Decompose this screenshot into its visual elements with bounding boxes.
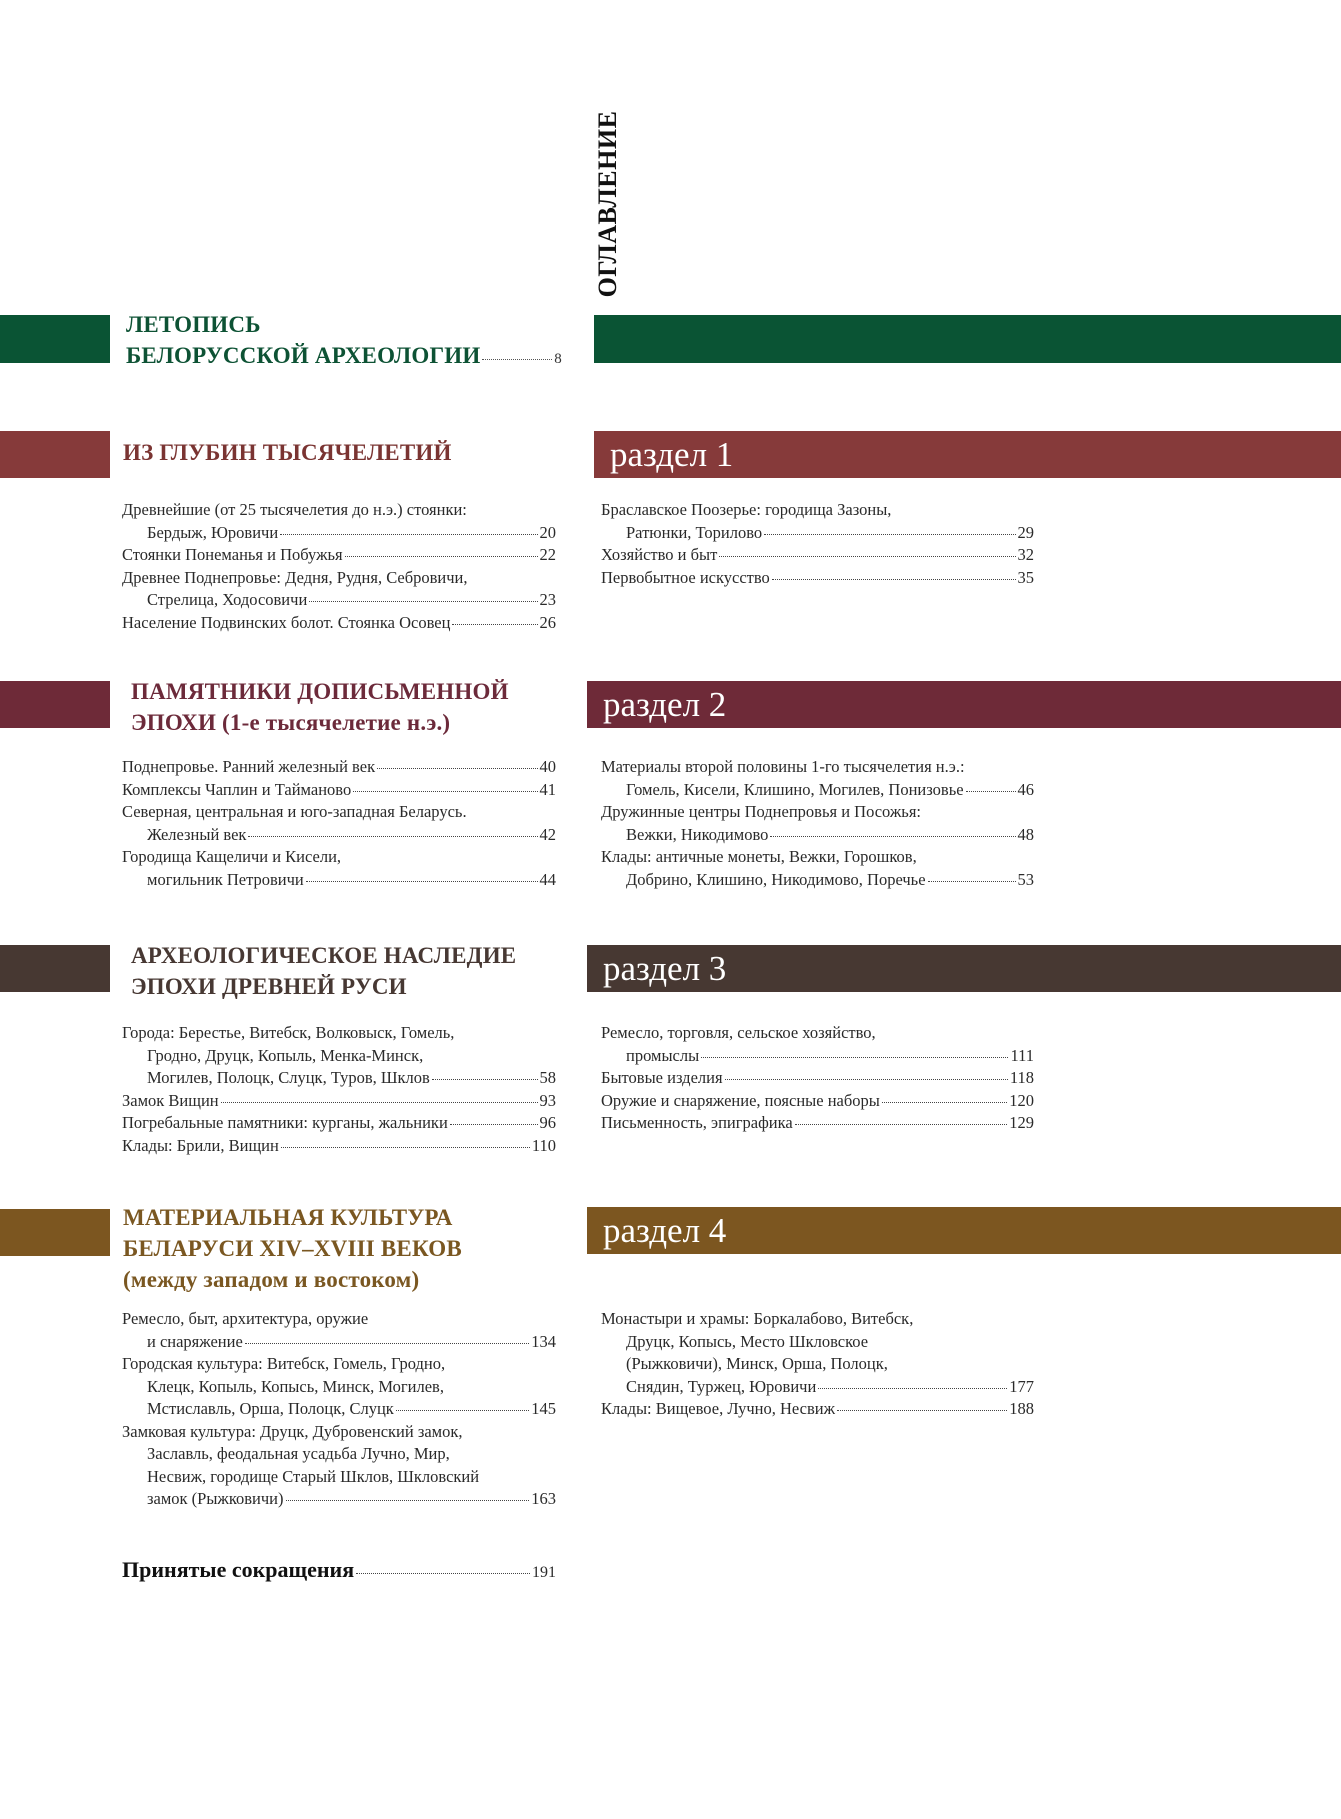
section-2-razdel-bar	[587, 681, 1341, 728]
toc-entry-line: Дружинные центры Поднепровья и Посожья:	[601, 802, 921, 821]
page-number: 46	[1017, 779, 1034, 799]
toc-entry[interactable]	[601, 1022, 1034, 1067]
toc-entry-line: Замок Вищин	[122, 1090, 219, 1110]
section-4-left-list	[122, 1308, 556, 1511]
section-3-razdel-bar	[587, 945, 1341, 992]
dot-leader	[281, 1147, 530, 1148]
page-number: 44	[539, 869, 556, 889]
toc-entry[interactable]	[601, 1398, 1034, 1421]
page-number: 23	[539, 590, 556, 609]
toc-entry-line: Замковая культура: Друцк, Дубровенский замок,	[122, 1421, 463, 1441]
toc-entry[interactable]	[122, 846, 556, 891]
toc-entry-line: Население Подвинских болот. Стоянка Осовец	[122, 612, 451, 632]
toc-entry[interactable]	[122, 499, 556, 544]
toc-entry[interactable]	[122, 1308, 556, 1353]
dot-leader	[309, 601, 537, 602]
dot-leader	[701, 1057, 1008, 1058]
toc-entry-line: Комплексы Чаплин и Тайманово	[122, 779, 352, 799]
toc-entry-line: Письменность, эпиграфика	[601, 1113, 793, 1132]
toc-entry-line: Браславское Поозерье: городища Зазоны,	[601, 500, 892, 519]
toc-entry-line: Ратюнки, Торилово	[626, 522, 763, 542]
dot-leader	[353, 791, 537, 792]
section-title-line: БЕЛАРУСИ XIV–XVIII ВЕКОВ	[123, 1236, 462, 1261]
dot-leader	[248, 836, 537, 837]
section-title-line: АРХЕОЛОГИЧЕСКОЕ НАСЛЕДИЕ	[131, 943, 517, 968]
dot-leader	[452, 624, 537, 625]
dot-leader	[432, 1079, 538, 1080]
dot-leader	[345, 556, 538, 557]
dot-leader	[818, 1388, 1007, 1389]
section-title-line: ЭПОХИ ДРЕВНЕЙ РУСИ	[131, 974, 407, 999]
page-number: 96	[539, 1113, 556, 1132]
section-2-razdel-label: раздел 2	[603, 685, 727, 724]
section-1-razdel-label: раздел 1	[610, 435, 734, 474]
section-4-title	[123, 1202, 462, 1295]
toc-entry[interactable]	[601, 1090, 1034, 1113]
section-3-title	[131, 940, 516, 1002]
toc-entry-line: Стрелица, Ходосовичи	[147, 590, 308, 609]
section-title-line: МАТЕРИАЛЬНАЯ КУЛЬТУРА	[123, 1205, 453, 1230]
page-number: 35	[1017, 567, 1034, 587]
toc-entry-line: Снядин, Туржец, Юровичи	[626, 1376, 817, 1396]
toc-entry-line: Поднепровье. Ранний железный век	[122, 757, 376, 776]
abbreviations-label: Принятые сокращения	[122, 1557, 355, 1582]
toc-entry-line: Древнейшие (от 25 тысячелетия до н.э.) стоянки:	[122, 500, 467, 519]
dot-leader	[306, 881, 538, 882]
section-2-right-list	[601, 756, 1034, 891]
toc-entry-line: Оружие и снаряжение, поясные наборы	[601, 1090, 880, 1110]
abbreviations-entry[interactable]	[122, 1555, 556, 1588]
page-number: 177	[1009, 1376, 1034, 1396]
toc-entry-line: Бердыж, Юровичи	[147, 522, 279, 542]
toc-entry-line: Друцк, Копысь, Место Шкловское	[626, 1331, 869, 1351]
page-number: 42	[539, 824, 556, 844]
page-number: 41	[539, 779, 556, 799]
section-4-razdel-label: раздел 4	[603, 1211, 727, 1250]
section-title-line: (между западом и востоком)	[123, 1267, 420, 1292]
toc-entry-line: (Рыжковичи), Минск, Орша, Полоцк,	[626, 1354, 888, 1373]
page-number: 134	[531, 1331, 556, 1351]
page-number: 191	[532, 1564, 556, 1581]
toc-entry[interactable]	[122, 1421, 556, 1511]
section-title-line: ПАМЯТНИКИ ДОПИСЬМЕННОЙ	[131, 679, 509, 704]
page-number: 188	[1009, 1399, 1034, 1418]
page-number: 48	[1017, 824, 1034, 844]
toc-entry[interactable]	[601, 567, 1034, 590]
toc-entry-line: Северная, центральная и юго-западная Беларусь.	[122, 802, 467, 821]
toc-entry-line: замок (Рыжковичи)	[147, 1489, 284, 1508]
toc-entry-line: Ремесло, быт, архитектура, оружие	[122, 1309, 369, 1328]
section-title-line: ЭПОХИ (1-е тысячелетие н.э.)	[131, 710, 451, 735]
section-2-left-list	[122, 756, 556, 891]
page-number: 163	[531, 1489, 556, 1508]
page-number: 32	[1017, 545, 1034, 564]
page-number: 111	[1010, 1045, 1034, 1065]
toc-entry-line: Мстиславль, Орша, Полоцк, Слуцк	[147, 1399, 394, 1418]
dot-leader	[928, 881, 1016, 882]
section-4-razdel-bar	[587, 1207, 1341, 1254]
toc-entry-line: Монастыри и храмы: Боркалабово, Витебск,	[601, 1309, 914, 1328]
dot-leader	[719, 556, 1015, 557]
toc-entry[interactable]	[601, 801, 1034, 846]
toc-entry[interactable]	[601, 499, 1034, 544]
dot-leader	[245, 1343, 529, 1344]
intro-title-entry[interactable]	[126, 340, 562, 375]
toc-entry[interactable]	[601, 1067, 1034, 1090]
dot-leader	[396, 1410, 529, 1411]
toc-entry-line: Заславль, феодальная усадьба Лучно, Мир,	[147, 1444, 450, 1463]
toc-entry-line: промыслы	[626, 1045, 700, 1065]
section-1-left-list	[122, 499, 556, 634]
toc-entry-line: Бытовые изделия	[601, 1068, 723, 1087]
toc-entry-line: Гродно, Друцк, Копыль, Менка-Минск,	[147, 1045, 424, 1065]
toc-entry[interactable]	[122, 544, 556, 567]
toc-entry-line: и снаряжение	[147, 1331, 243, 1351]
section-1-razdel-bar	[594, 431, 1341, 478]
toc-entry[interactable]	[601, 1112, 1034, 1135]
toc-entry-line: Древнее Поднепровье: Дедня, Рудня, Себровичи,	[122, 567, 468, 587]
page-number: 53	[1017, 869, 1034, 889]
section-3-bar-left	[0, 945, 110, 992]
toc-entry[interactable]	[122, 1022, 556, 1090]
toc-entry-line: Ремесло, торговля, сельское хозяйство,	[601, 1023, 876, 1042]
dot-leader	[795, 1124, 1008, 1125]
toc-entry-line: Города: Берестье, Витебск, Волковыск, Гомель,	[122, 1023, 455, 1042]
toc-entry-line: Клады: античные монеты, Вежки, Горошков,	[601, 847, 917, 866]
toc-entry[interactable]	[122, 1353, 556, 1421]
dot-leader	[450, 1124, 538, 1125]
toc-entry-line: Городская культура: Витебск, Гомель, Гродно,	[122, 1354, 446, 1373]
page-number: 8	[554, 351, 562, 367]
toc-entry-line: Погребальные памятники: курганы, жальники	[122, 1113, 448, 1132]
intro-title-line: ЛЕТОПИСЬ	[126, 312, 261, 337]
dot-leader	[772, 579, 1016, 580]
dot-leader	[770, 836, 1015, 837]
section-3-razdel-label: раздел 3	[603, 949, 727, 988]
intro-bar-right	[594, 315, 1341, 363]
toc-entry-line: Вежки, Никодимово	[626, 824, 769, 844]
page-number: 110	[531, 1135, 556, 1155]
dot-leader	[837, 1410, 1007, 1411]
intro-title	[126, 309, 562, 375]
page-number: 93	[539, 1090, 556, 1110]
toc-entry-line: Гомель, Кисели, Клишино, Могилев, Понизовье	[626, 779, 964, 799]
toc-entry[interactable]	[601, 544, 1034, 567]
page-title-vertical	[588, 110, 628, 298]
dot-leader	[725, 1079, 1008, 1080]
dot-leader	[966, 791, 1016, 792]
toc-entry[interactable]	[122, 1135, 556, 1158]
page-number: 29	[1017, 522, 1034, 542]
toc-entry[interactable]	[122, 612, 556, 635]
toc-entry[interactable]	[601, 846, 1034, 891]
dot-leader	[286, 1500, 530, 1501]
toc-entry-line: Городища Кащеличи и Кисели,	[122, 847, 342, 866]
section-1-bar-left	[0, 431, 110, 478]
toc-entry-line: могильник Петровичи	[147, 869, 304, 889]
toc-entry[interactable]	[122, 756, 556, 779]
page-number: 40	[539, 757, 556, 776]
toc-entry-line: Стоянки Понеманья и Побужья	[122, 545, 343, 564]
dot-leader	[377, 768, 537, 769]
toc-entry-line: Могилев, Полоцк, Слуцк, Туров, Шклов	[147, 1068, 430, 1087]
page-number: 20	[539, 522, 556, 542]
toc-entry[interactable]	[601, 756, 1034, 801]
dot-leader	[280, 534, 537, 535]
intro-bar-left	[0, 315, 110, 363]
dot-leader	[764, 534, 1015, 535]
section-3-left-list	[122, 1022, 556, 1157]
page-number: 22	[539, 545, 556, 564]
toc-entry[interactable]	[122, 1090, 556, 1113]
section-title-line: ИЗ ГЛУБИН ТЫСЯЧЕЛЕТИЙ	[123, 440, 452, 465]
section-4-right-list	[601, 1308, 1034, 1421]
page-title: ОГЛАВЛЕНИЕ	[593, 110, 622, 298]
toc-entry-line: Хозяйство и быт	[601, 545, 718, 564]
page-number: 26	[539, 612, 556, 632]
section-2-title	[131, 676, 509, 738]
section-1-right-list	[601, 499, 1034, 589]
dot-leader	[221, 1102, 538, 1103]
page-number: 145	[531, 1399, 556, 1418]
page-number: 58	[539, 1068, 556, 1087]
toc-entry-line: Клецк, Копыль, Копысь, Минск, Могилев,	[147, 1376, 444, 1396]
toc-entry-line: Клады: Брили, Вищин	[122, 1135, 279, 1155]
toc-entry[interactable]	[122, 801, 556, 846]
toc-entry-line: Добрино, Клишино, Никодимово, Поречье	[626, 869, 926, 889]
toc-entry[interactable]	[122, 567, 556, 612]
toc-entry-line: Несвиж, городище Старый Шклов, Шкловский	[147, 1466, 480, 1486]
section-2-bar-left	[0, 681, 110, 728]
dot-leader	[356, 1573, 530, 1574]
dot-leader	[882, 1102, 1007, 1103]
toc-entry-line: Клады: Вищевое, Лучно, Несвиж	[601, 1399, 835, 1418]
intro-title-line: БЕЛОРУССКОЙ АРХЕОЛОГИИ	[126, 343, 481, 368]
toc-entry[interactable]	[122, 1112, 556, 1135]
section-4-bar-left	[0, 1209, 110, 1256]
toc-entry[interactable]	[122, 779, 556, 802]
page-number: 129	[1009, 1113, 1034, 1132]
section-1-title	[123, 437, 452, 468]
page-number: 120	[1009, 1090, 1034, 1110]
page-number: 118	[1009, 1068, 1034, 1087]
toc-entry-line: Первобытное искусство	[601, 567, 770, 587]
section-3-right-list	[601, 1022, 1034, 1135]
toc-entry-line: Железный век	[147, 824, 247, 844]
toc-entry[interactable]	[601, 1308, 1034, 1398]
toc-entry-line: Материалы второй половины 1-го тысячелетия н.э.:	[601, 757, 965, 776]
dot-leader	[482, 359, 552, 360]
